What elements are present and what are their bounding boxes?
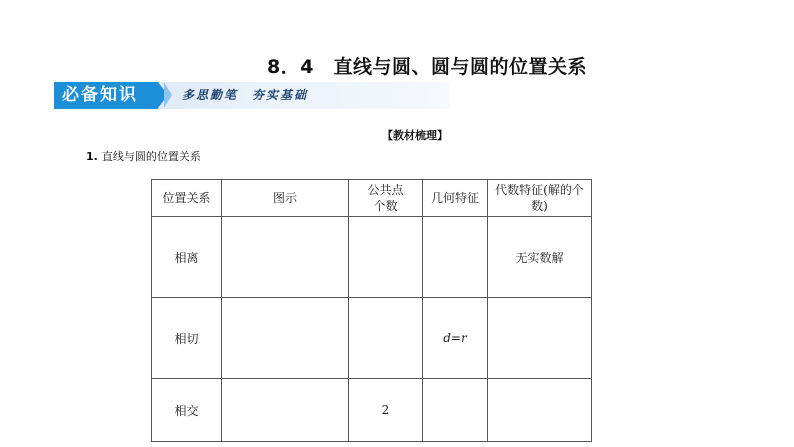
chevron-right-light-icon: [164, 82, 172, 108]
item-number: 1.: [86, 150, 98, 163]
cell-algebra: 无实数解: [488, 217, 592, 298]
header-algebra-text: 代数特征(解的个数): [495, 183, 584, 213]
header-count: [349, 180, 423, 217]
cell-count: [349, 298, 423, 379]
cell-algebra: [488, 298, 592, 379]
cell-algebra: [488, 379, 592, 442]
banner-tag: 必备知识: [54, 82, 158, 109]
banner-motto: 多思勤笔 夯实基础: [182, 88, 309, 102]
table-row: [152, 379, 592, 442]
header-relation: 位置关系: [152, 180, 222, 217]
cell-figure: [222, 217, 349, 298]
table-header-row: [152, 180, 592, 217]
page-title: 8．4 直线与圆、圆与圆的位置关系: [267, 56, 587, 78]
item-title: 直线与圆的位置关系: [101, 150, 201, 163]
section-banner: [54, 82, 450, 109]
cell-figure: [222, 298, 349, 379]
header-algebra: [488, 180, 592, 217]
table-row: [152, 217, 592, 298]
cell-figure: [222, 379, 349, 442]
cell-relation: 相离: [152, 217, 222, 298]
cell-relation: 相交: [152, 379, 222, 442]
cell-geometry: d=r: [423, 298, 488, 379]
item-heading: [86, 148, 201, 164]
relation-table: [151, 179, 592, 442]
cell-count: 2: [349, 379, 423, 442]
cell-geometry: [423, 379, 488, 442]
header-geometry: 几何特征: [423, 180, 488, 217]
cell-count: [349, 217, 423, 298]
header-count-text: 公共点个数: [367, 183, 404, 213]
cell-relation: 相切: [152, 298, 222, 379]
cell-geometry: [423, 217, 488, 298]
table-row: [152, 298, 592, 379]
header-figure: 图示: [222, 180, 349, 217]
section-heading: 【教材梳理】: [382, 129, 448, 142]
